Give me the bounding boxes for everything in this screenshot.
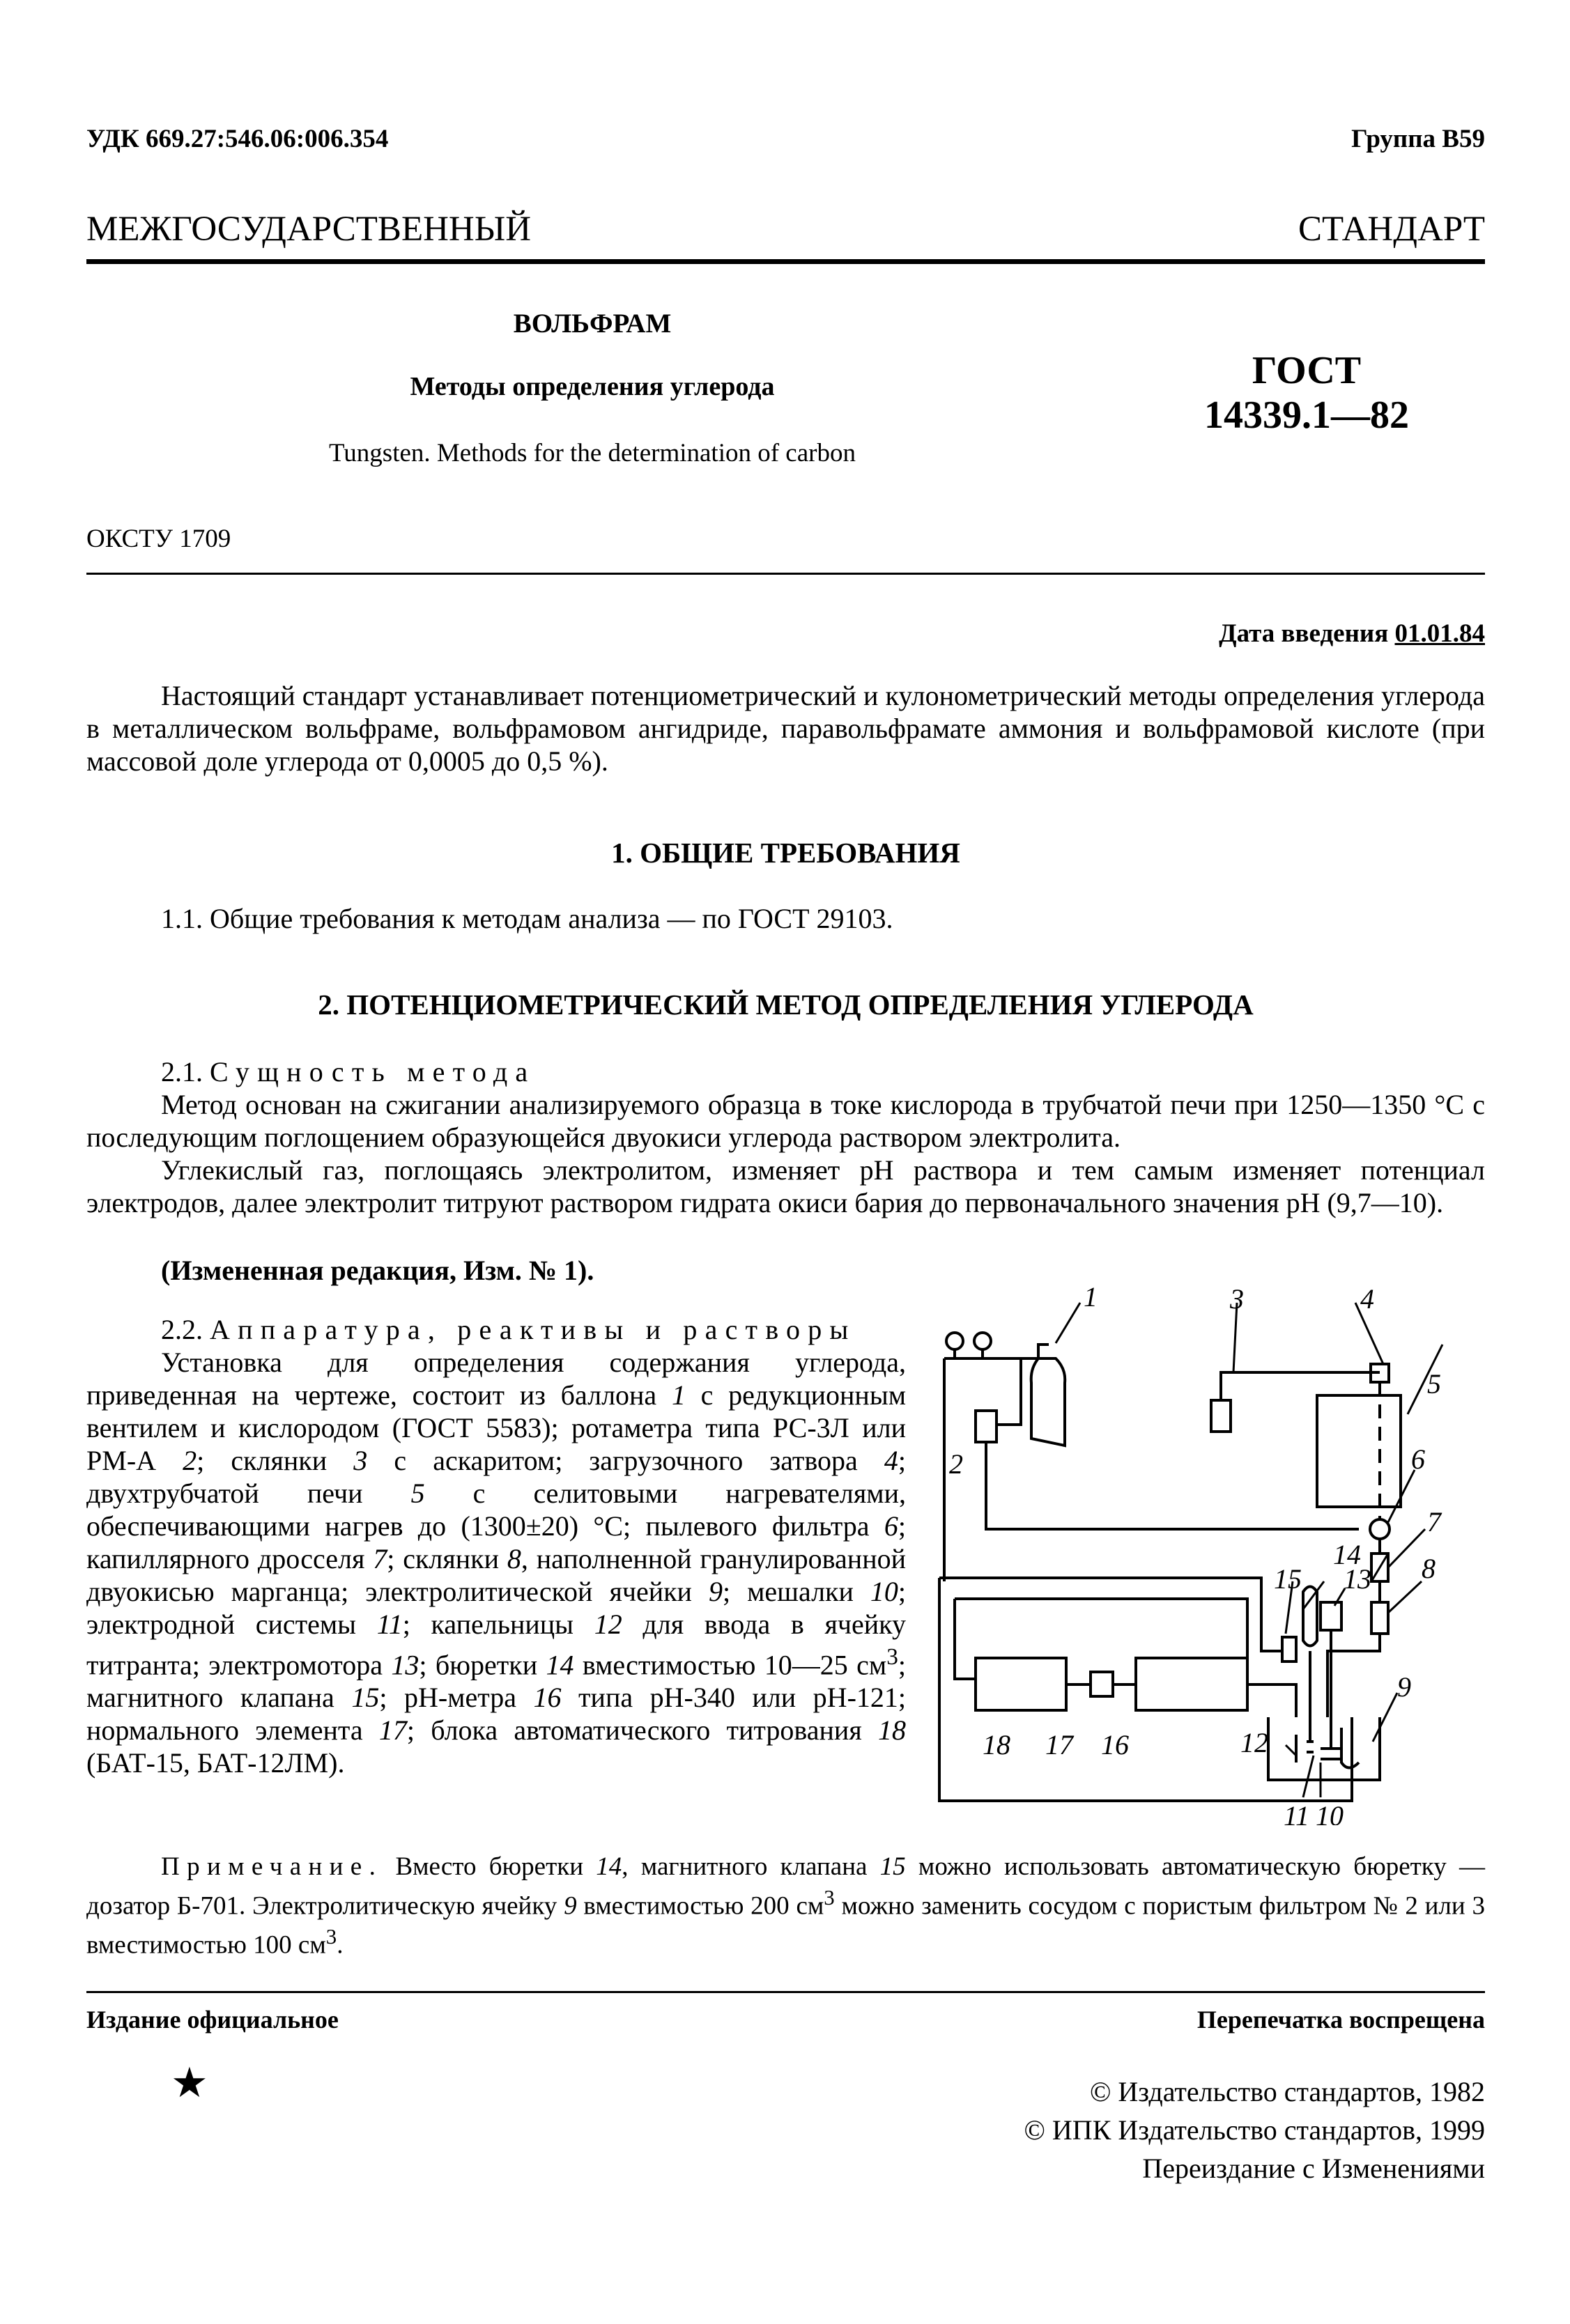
- text-run: с аскаритом; загрузочного затвора: [367, 1445, 884, 1476]
- item-ref: 4: [884, 1445, 898, 1476]
- clause-2-1-title: Сущность метода: [210, 1056, 536, 1087]
- item-ref: 18: [878, 1714, 906, 1746]
- electric-motor: [1321, 1602, 1341, 1630]
- intro-date: [1219, 619, 1485, 649]
- text-run: Вместо бюретки: [383, 1852, 597, 1881]
- text-run: можно использовать автоматическую бюретку — дозатор Б-701. Электролитическую ячейку: [86, 1852, 1485, 1921]
- text-run: вместимостью 200 см: [576, 1891, 824, 1921]
- section-2-heading: 2. ПОТЕНЦИОМЕТРИЧЕСКИЙ МЕТОД ОПРЕДЕЛЕНИЯ УГЛЕРОДА: [318, 989, 1254, 1021]
- text-run: ; капиллярного дросселя: [86, 1510, 906, 1574]
- item-ref: 1: [671, 1379, 686, 1411]
- text-run: вместимостью 10—25 см: [574, 1649, 887, 1681]
- item-ref: 2: [183, 1445, 197, 1476]
- ascarite-flask: [1211, 1400, 1231, 1432]
- intro-date-value: 01.01.84: [1394, 619, 1485, 648]
- group-code: Группа В59: [1351, 125, 1485, 153]
- label-2: 2: [949, 1448, 963, 1480]
- document-title: ВОЛЬФРАМ: [513, 309, 672, 339]
- text-run: .: [337, 1930, 344, 1960]
- banner-right-word: СТАНДАРТ: [1298, 210, 1485, 249]
- text-run: можно заменить сосудом с пористым фильтром № 2 или 3 вместимостью 100 см: [86, 1891, 1485, 1960]
- note-label: Примечание.: [161, 1852, 383, 1881]
- auto-titration-unit: [976, 1658, 1066, 1710]
- magnetic-valve: [1282, 1637, 1296, 1661]
- tube-furnace: [1317, 1395, 1401, 1507]
- label-15: 15: [1274, 1563, 1302, 1595]
- text-run: ; электродной системы: [86, 1576, 906, 1640]
- document-subtitle: Методы определения углерода: [410, 372, 775, 401]
- apparatus-diagram: [934, 1282, 1491, 1825]
- clause-2-2: [86, 1313, 906, 1779]
- text-run: ; двухтрубчатой печи: [86, 1445, 906, 1509]
- item-ref: 17: [378, 1714, 407, 1746]
- label-1: 1: [1084, 1282, 1098, 1312]
- text-run: Установка для определения содержания углерода, приведенная на чертеже, состоит из баллона: [86, 1347, 906, 1411]
- reprint-prohibited-label: Перепечатка воспрещена: [1196, 2006, 1485, 2034]
- gost-code: 14339.1—82: [1204, 394, 1409, 437]
- amendment-note: (Измененная редакция, Изм. № 1).: [161, 1255, 594, 1286]
- label-10: 10: [1316, 1800, 1344, 1825]
- superscript: 3: [824, 1886, 835, 1909]
- okstu-code: ОКСТУ 1709: [86, 525, 231, 553]
- text-run: ; мешалки: [722, 1576, 870, 1607]
- text-run: , наполненной гранулированной двуокисью марганца; электролитической ячейки: [86, 1543, 907, 1607]
- copyright-1999: © ИПК Издательство стандартов, 1999: [1024, 2114, 1485, 2146]
- clause-1-1: 1.1. Общие требования к методам анализа — по ГОСТ 29103.: [161, 903, 893, 934]
- label-17: 17: [1045, 1729, 1073, 1760]
- clause-2-1-text-a: Метод основан на сжигании анализируемого образца в токе кислорода в трубчатой печи при 1250—1350 °С с последующим поглощением образующейся двуокиси углерода раствором электролита.: [86, 1089, 1485, 1153]
- text-run: ; капельницы: [402, 1609, 594, 1640]
- clause-2-2-title: Аппаратура, реактивы и растворы: [210, 1314, 856, 1345]
- note-paragraph: [86, 1852, 1485, 1961]
- text-run: для ввода в ячейку титранта; электромотора: [86, 1609, 907, 1681]
- copyright-block: [1024, 2073, 1485, 2187]
- item-ref: 9: [708, 1576, 723, 1607]
- text-run: ; склянки: [387, 1543, 507, 1574]
- clause-2-2-heading: [86, 1313, 906, 1346]
- banner-rule: [86, 259, 1485, 264]
- text-run: ; магнитного клапана: [86, 1649, 906, 1714]
- gost-number: [1143, 348, 1470, 437]
- label-6: 6: [1411, 1443, 1425, 1475]
- item-ref: 3: [353, 1445, 368, 1476]
- udk-code: УДК 669.27:546.06:006.354: [86, 125, 389, 153]
- label-7: 7: [1427, 1506, 1441, 1537]
- banner-left-word: МЕЖГОСУДАРСТВЕННЫЙ: [86, 210, 532, 249]
- text-run: , магнитного клапана: [622, 1852, 880, 1881]
- label-4: 4: [1360, 1283, 1374, 1315]
- intro-paragraph: Настоящий стандарт устанавливает потенциометрический и кулонометрический методы определения углерода в металлическом вольфраме, вольфрамовом ангидриде, паравольфрамате аммония и вольфрамовой кислоте (при массовой доле углерода от 0,0005 до 0,5 %).: [86, 680, 1485, 777]
- text-run: с селитовыми нагревателями, обеспечивающими нагрев до (1300±20) °С; пылевого фильтра: [86, 1478, 906, 1542]
- star-icon: ★: [171, 2060, 208, 2106]
- label-18: 18: [983, 1729, 1010, 1760]
- text-run: ; блока автоматического титрования: [406, 1714, 878, 1746]
- clause-2-1-heading: [86, 1055, 1485, 1088]
- clause-2-2-number: 2.2.: [161, 1314, 203, 1345]
- clause-2-1-number: 2.1.: [161, 1056, 203, 1087]
- clause-2-1-text-b: Углекислый газ, поглощаясь электролитом, изменяет pH раствора и тем самым изменяет потенциал электродов, далее электролит титруют раствором гидрата окиси бария до первоначального значения pH (9,7—10).: [86, 1154, 1485, 1218]
- item-ref: 7: [373, 1543, 387, 1574]
- label-12: 12: [1240, 1727, 1268, 1758]
- label-5: 5: [1427, 1368, 1441, 1400]
- item-ref: 14: [596, 1852, 622, 1881]
- item-ref: 10: [870, 1576, 898, 1607]
- rotameter: [976, 1411, 996, 1442]
- burette: [1303, 1587, 1317, 1646]
- label-9: 9: [1397, 1671, 1411, 1703]
- standard-banner: [86, 209, 1485, 249]
- superscript: 3: [886, 1644, 898, 1670]
- label-13: 13: [1344, 1563, 1371, 1595]
- item-ref: 11: [376, 1609, 403, 1640]
- item-ref: 5: [410, 1478, 425, 1509]
- clause-2-2-text: [86, 1346, 906, 1779]
- item-ref: 6: [884, 1510, 898, 1542]
- gost-label: ГОСТ: [1252, 349, 1362, 392]
- label-16: 16: [1101, 1729, 1129, 1760]
- text-run: ; бюретки: [419, 1649, 546, 1681]
- label-8: 8: [1422, 1553, 1436, 1584]
- text-run: типа pH-340 или pH-121; нормального элемента: [86, 1682, 907, 1746]
- copyright-1982: © Издательство стандартов, 1982: [1089, 2076, 1485, 2107]
- intro-date-label: Дата введения: [1219, 619, 1389, 648]
- footer-rule: [86, 1991, 1485, 1993]
- label-14: 14: [1333, 1539, 1361, 1570]
- item-ref: 13: [391, 1649, 420, 1681]
- label-3: 3: [1230, 1283, 1244, 1315]
- item-ref: 15: [879, 1852, 906, 1881]
- item-ref: 8: [507, 1543, 521, 1574]
- manganese-flask: [1371, 1602, 1388, 1634]
- document-title-english: Tungsten. Methods for the determination of carbon: [329, 439, 856, 467]
- item-ref: 12: [594, 1609, 622, 1640]
- item-ref: 16: [533, 1682, 562, 1714]
- item-ref: 15: [351, 1682, 380, 1714]
- title-rule: [86, 573, 1485, 575]
- label-11: 11: [1284, 1800, 1310, 1825]
- item-ref: 9: [564, 1891, 577, 1921]
- text-run: с редукционным вентилем и кислородом (ГОСТ 5583); ротаметра типа РС-3Л или РМ-А: [86, 1379, 907, 1476]
- official-edition-label: Издание официальное: [86, 2006, 339, 2034]
- ph-meter: [1136, 1658, 1247, 1710]
- text-run: ; pH-метра: [379, 1682, 534, 1714]
- superscript: 3: [325, 1925, 337, 1949]
- text-run: ; склянки: [197, 1445, 354, 1476]
- section-1-heading: 1. ОБЩИЕ ТРЕБОВАНИЯ: [611, 837, 960, 869]
- dust-filter: [1370, 1519, 1390, 1539]
- normal-element: [1091, 1672, 1113, 1696]
- item-ref: 14: [546, 1649, 574, 1681]
- text-run: (БАТ-15, БАТ-12ЛМ).: [86, 1747, 345, 1779]
- reissue-note: Переиздание с Изменениями: [1142, 2153, 1485, 2184]
